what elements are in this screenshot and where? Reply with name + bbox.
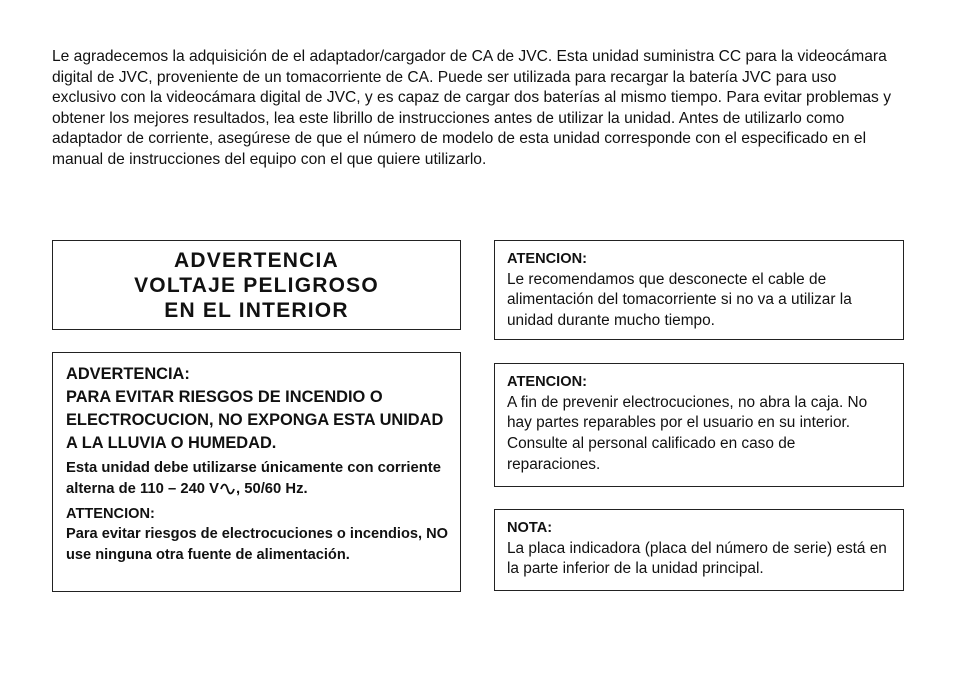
- fire-warning-text: PARA EVITAR RIESGOS DE INCENDIO O ELECTROCUCION, NO EXPONGA ESTA UNIDAD A LA LLUVIA O HUMEDAD.: [66, 388, 444, 452]
- attention-text: Para evitar riesgos de electrocuciones o incendios, NO use ninguna otra fuente de alimentación.: [66, 526, 449, 563]
- note-label: ATENCION:: [507, 251, 587, 267]
- note-box-serial-plate: [494, 509, 904, 591]
- fire-warning-heading: ADVERTENCIA:: [66, 365, 190, 383]
- voltage-requirement-prefix: Esta unidad debe utilizarse únicamente con corriente alterna de 110 – 240 V: [66, 460, 441, 497]
- danger-title-line-2: VOLTAJE PELIGROSO: [134, 273, 379, 297]
- voltage-requirement-suffix: , 50/60 Hz.: [236, 481, 308, 497]
- danger-title-line-3: EN EL INTERIOR: [164, 298, 349, 322]
- danger-voltage-box: [52, 240, 461, 330]
- ac-wave-icon: [220, 481, 235, 502]
- danger-title-line-1: ADVERTENCIA: [174, 248, 339, 272]
- note-text: Le recomendamos que desconecte el cable de alimentación del tomacorriente si no va a utilizar la unidad durante mucho tiempo.: [507, 270, 852, 330]
- note-box-unplug: [494, 240, 904, 340]
- note-text: A fin de prevenir electrocuciones, no abra la caja. No hay partes reparables por el usuario en su interior. Consulte al personal calificado en caso de reparaciones.: [507, 393, 868, 473]
- attention-heading: ATTENCION:: [66, 506, 155, 522]
- note-box-electrocution: [494, 363, 904, 487]
- fire-warning-box: [52, 352, 461, 592]
- note-label: ATENCION:: [507, 374, 587, 390]
- intro-paragraph: Le agradecemos la adquisición de el adaptador/cargador de CA de JVC. Esta unidad suministra CC para la videocámara digital de JVC, proveniente de un tomacorriente de CA. Puede ser utilizada para recargar la batería JVC para uso exclusivo con la videocámara digital de JVC, y es capaz de cargar dos baterías al mismo tiempo. Para evitar problemas y obtener los mejores resultados, lea este librillo de instrucciones antes de utilizar la unidad. Antes de utilizarlo como adaptador de corriente, asegúrese de que el número de modelo de esta unidad corresponde con el especificado en el manual de instrucciones del equipo con el que quiere utilizarlo.: [52, 48, 891, 168]
- voltage-requirement: [66, 458, 448, 502]
- note-text: La placa indicadora (placa del número de serie) está en la parte inferior de la unidad principal.: [507, 539, 887, 578]
- note-label: NOTA:: [507, 520, 553, 536]
